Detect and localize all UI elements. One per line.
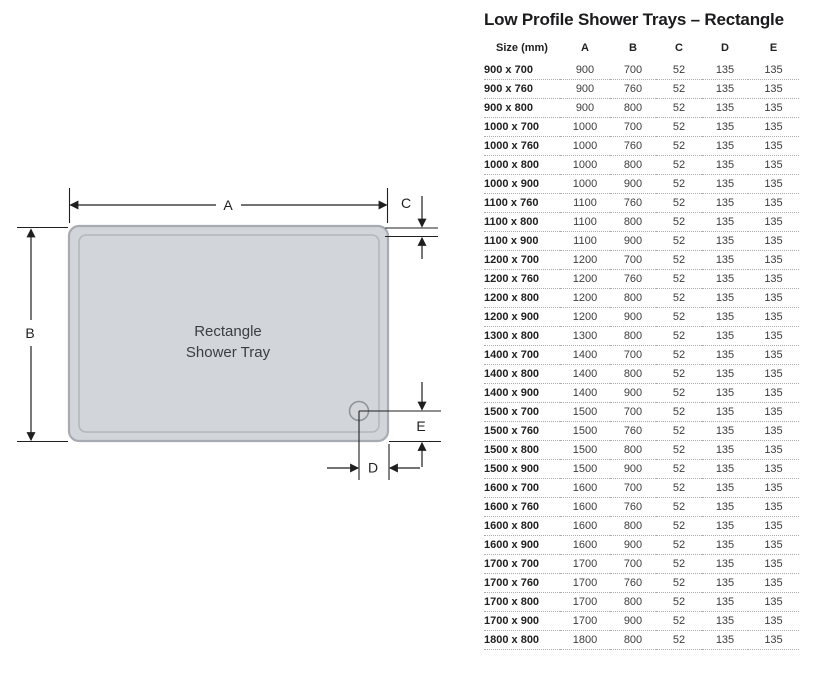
size-cell: 1200 x 700 bbox=[484, 251, 560, 270]
size-cell: 900 x 760 bbox=[484, 80, 560, 99]
c-cell: 52 bbox=[656, 631, 702, 650]
col-header-c: C bbox=[675, 42, 683, 54]
c-cell: 52 bbox=[656, 384, 702, 403]
size-cell: 900 x 700 bbox=[484, 61, 560, 80]
a-cell: 1200 bbox=[560, 251, 610, 270]
table-body bbox=[484, 61, 799, 650]
c-cell: 52 bbox=[656, 156, 702, 175]
c-cell: 52 bbox=[656, 574, 702, 593]
b-cell: 900 bbox=[610, 460, 656, 479]
a-cell: 900 bbox=[560, 61, 610, 80]
b-cell: 700 bbox=[610, 555, 656, 574]
size-cell: 1700 x 760 bbox=[484, 574, 560, 593]
e-cell: 135 bbox=[748, 327, 799, 346]
a-cell: 1500 bbox=[560, 422, 610, 441]
size-cell: 1500 x 760 bbox=[484, 422, 560, 441]
d-cell: 135 bbox=[702, 270, 748, 289]
e-cell: 135 bbox=[748, 175, 799, 194]
size-cell: 1400 x 800 bbox=[484, 365, 560, 384]
size-cell: 1200 x 800 bbox=[484, 289, 560, 308]
table-row bbox=[484, 327, 799, 346]
a-cell: 1200 bbox=[560, 289, 610, 308]
d-cell: 135 bbox=[702, 213, 748, 232]
b-cell: 760 bbox=[610, 80, 656, 99]
a-cell: 1600 bbox=[560, 536, 610, 555]
table-row bbox=[484, 517, 799, 536]
d-cell: 135 bbox=[702, 612, 748, 631]
col-header-b: B bbox=[629, 42, 637, 54]
b-cell: 700 bbox=[610, 118, 656, 137]
table-row bbox=[484, 175, 799, 194]
table-row bbox=[484, 80, 799, 99]
b-cell: 800 bbox=[610, 289, 656, 308]
dim-label-d: D bbox=[367, 459, 379, 476]
e-cell: 135 bbox=[748, 403, 799, 422]
size-cell: 1000 x 760 bbox=[484, 137, 560, 156]
size-cell: 1600 x 900 bbox=[484, 536, 560, 555]
dim-label-e: E bbox=[416, 418, 426, 434]
b-cell: 760 bbox=[610, 422, 656, 441]
e-cell: 135 bbox=[748, 270, 799, 289]
size-cell: 1800 x 800 bbox=[484, 631, 560, 650]
a-cell: 900 bbox=[560, 99, 610, 118]
size-cell: 1200 x 900 bbox=[484, 308, 560, 327]
c-cell: 52 bbox=[656, 365, 702, 384]
d-cell: 135 bbox=[702, 156, 748, 175]
table-row bbox=[484, 194, 799, 213]
c-cell: 52 bbox=[656, 232, 702, 251]
e-cell: 135 bbox=[748, 118, 799, 137]
c-cell: 52 bbox=[656, 137, 702, 156]
table-row bbox=[484, 232, 799, 251]
e-cell: 135 bbox=[748, 384, 799, 403]
e-cell: 135 bbox=[748, 555, 799, 574]
e-cell: 135 bbox=[748, 612, 799, 631]
table-row bbox=[484, 593, 799, 612]
size-cell: 1500 x 800 bbox=[484, 441, 560, 460]
c-cell: 52 bbox=[656, 327, 702, 346]
table-row bbox=[484, 156, 799, 175]
page-title: Low Profile Shower Trays – Rectangle bbox=[484, 10, 784, 29]
size-cell: 1600 x 760 bbox=[484, 498, 560, 517]
e-cell: 135 bbox=[748, 289, 799, 308]
d-cell: 135 bbox=[702, 327, 748, 346]
e-cell: 135 bbox=[748, 536, 799, 555]
b-cell: 900 bbox=[610, 308, 656, 327]
b-cell: 800 bbox=[610, 517, 656, 536]
c-cell: 52 bbox=[656, 441, 702, 460]
a-cell: 1200 bbox=[560, 270, 610, 289]
a-cell: 1700 bbox=[560, 555, 610, 574]
size-cell: 1500 x 700 bbox=[484, 403, 560, 422]
col-header-d: D bbox=[721, 42, 729, 54]
e-cell: 135 bbox=[748, 517, 799, 536]
b-cell: 800 bbox=[610, 441, 656, 460]
b-cell: 900 bbox=[610, 232, 656, 251]
a-cell: 1100 bbox=[560, 232, 610, 251]
c-cell: 52 bbox=[656, 99, 702, 118]
table-row bbox=[484, 479, 799, 498]
d-cell: 135 bbox=[702, 498, 748, 517]
c-cell: 52 bbox=[656, 555, 702, 574]
a-cell: 1100 bbox=[560, 213, 610, 232]
e-cell: 135 bbox=[748, 479, 799, 498]
d-cell: 135 bbox=[702, 308, 748, 327]
b-cell: 700 bbox=[610, 251, 656, 270]
a-cell: 1400 bbox=[560, 365, 610, 384]
d-cell: 135 bbox=[702, 346, 748, 365]
c-cell: 52 bbox=[656, 213, 702, 232]
d-cell: 135 bbox=[702, 593, 748, 612]
c-cell: 52 bbox=[656, 403, 702, 422]
c-cell: 52 bbox=[656, 289, 702, 308]
table-row bbox=[484, 498, 799, 517]
d-cell: 135 bbox=[702, 99, 748, 118]
table-row bbox=[484, 631, 799, 650]
d-cell: 135 bbox=[702, 384, 748, 403]
size-cell: 1500 x 900 bbox=[484, 460, 560, 479]
b-cell: 800 bbox=[610, 213, 656, 232]
d-cell: 135 bbox=[702, 365, 748, 384]
size-cell: 900 x 800 bbox=[484, 99, 560, 118]
a-cell: 1500 bbox=[560, 460, 610, 479]
size-cell: 1600 x 700 bbox=[484, 479, 560, 498]
size-cell: 1000 x 900 bbox=[484, 175, 560, 194]
size-cell: 1600 x 800 bbox=[484, 517, 560, 536]
b-cell: 900 bbox=[610, 175, 656, 194]
col-header-size: Size (mm) bbox=[496, 42, 548, 54]
a-cell: 1600 bbox=[560, 479, 610, 498]
size-cell: 1400 x 900 bbox=[484, 384, 560, 403]
e-cell: 135 bbox=[748, 422, 799, 441]
tray-label-line2: Shower Tray bbox=[185, 344, 271, 361]
d-cell: 135 bbox=[702, 479, 748, 498]
c-cell: 52 bbox=[656, 270, 702, 289]
table-row bbox=[484, 422, 799, 441]
table-row bbox=[484, 251, 799, 270]
d-cell: 135 bbox=[702, 631, 748, 650]
c-cell: 52 bbox=[656, 346, 702, 365]
table-row bbox=[484, 384, 799, 403]
b-cell: 800 bbox=[610, 631, 656, 650]
size-cell: 1700 x 800 bbox=[484, 593, 560, 612]
d-cell: 135 bbox=[702, 251, 748, 270]
size-cell: 1000 x 700 bbox=[484, 118, 560, 137]
size-cell: 1700 x 900 bbox=[484, 612, 560, 631]
tray-label-line1: Rectangle bbox=[194, 323, 262, 340]
b-cell: 760 bbox=[610, 498, 656, 517]
a-cell: 1100 bbox=[560, 194, 610, 213]
e-cell: 135 bbox=[748, 213, 799, 232]
col-header-e: E bbox=[769, 42, 778, 54]
d-cell: 135 bbox=[702, 118, 748, 137]
d-cell: 135 bbox=[702, 137, 748, 156]
c-cell: 52 bbox=[656, 194, 702, 213]
size-cell: 1100 x 900 bbox=[484, 232, 560, 251]
e-cell: 135 bbox=[748, 194, 799, 213]
d-cell: 135 bbox=[702, 175, 748, 194]
b-cell: 760 bbox=[610, 194, 656, 213]
a-cell: 1600 bbox=[560, 498, 610, 517]
e-cell: 135 bbox=[748, 99, 799, 118]
a-cell: 1500 bbox=[560, 441, 610, 460]
e-cell: 135 bbox=[748, 460, 799, 479]
d-cell: 135 bbox=[702, 555, 748, 574]
dim-label-b: B bbox=[25, 325, 35, 341]
a-cell: 1800 bbox=[560, 631, 610, 650]
a-cell: 1200 bbox=[560, 308, 610, 327]
a-cell: 1700 bbox=[560, 612, 610, 631]
dim-label-c: C bbox=[400, 195, 412, 211]
b-cell: 760 bbox=[610, 574, 656, 593]
a-cell: 1000 bbox=[560, 175, 610, 194]
e-cell: 135 bbox=[748, 631, 799, 650]
d-cell: 135 bbox=[702, 422, 748, 441]
spec-table-panel bbox=[484, 10, 799, 650]
b-cell: 800 bbox=[610, 327, 656, 346]
b-cell: 700 bbox=[610, 61, 656, 80]
e-cell: 135 bbox=[748, 61, 799, 80]
b-cell: 800 bbox=[610, 99, 656, 118]
e-cell: 135 bbox=[748, 137, 799, 156]
d-cell: 135 bbox=[702, 403, 748, 422]
e-cell: 135 bbox=[748, 574, 799, 593]
d-cell: 135 bbox=[702, 61, 748, 80]
size-cell: 1300 x 800 bbox=[484, 327, 560, 346]
b-cell: 800 bbox=[610, 593, 656, 612]
b-cell: 900 bbox=[610, 536, 656, 555]
a-cell: 1000 bbox=[560, 137, 610, 156]
dim-label-a: A bbox=[223, 197, 233, 213]
e-cell: 135 bbox=[748, 593, 799, 612]
table-row bbox=[484, 99, 799, 118]
d-cell: 135 bbox=[702, 536, 748, 555]
c-cell: 52 bbox=[656, 517, 702, 536]
table-row bbox=[484, 118, 799, 137]
d-cell: 135 bbox=[702, 80, 748, 99]
e-cell: 135 bbox=[748, 498, 799, 517]
a-cell: 1300 bbox=[560, 327, 610, 346]
size-spec-table bbox=[484, 38, 799, 650]
e-cell: 135 bbox=[748, 441, 799, 460]
c-cell: 52 bbox=[656, 175, 702, 194]
size-cell: 1700 x 700 bbox=[484, 555, 560, 574]
d-cell: 135 bbox=[702, 441, 748, 460]
a-cell: 1000 bbox=[560, 156, 610, 175]
e-cell: 135 bbox=[748, 251, 799, 270]
c-cell: 52 bbox=[656, 479, 702, 498]
d-cell: 135 bbox=[702, 289, 748, 308]
e-cell: 135 bbox=[748, 156, 799, 175]
size-cell: 1000 x 800 bbox=[484, 156, 560, 175]
table-row bbox=[484, 441, 799, 460]
table-row bbox=[484, 137, 799, 156]
c-cell: 52 bbox=[656, 422, 702, 441]
b-cell: 900 bbox=[610, 384, 656, 403]
col-header-a: A bbox=[581, 42, 589, 54]
table-row bbox=[484, 574, 799, 593]
c-cell: 52 bbox=[656, 593, 702, 612]
size-cell: 1400 x 700 bbox=[484, 346, 560, 365]
e-cell: 135 bbox=[748, 80, 799, 99]
a-cell: 900 bbox=[560, 80, 610, 99]
b-cell: 800 bbox=[610, 156, 656, 175]
b-cell: 700 bbox=[610, 346, 656, 365]
size-cell: 1100 x 760 bbox=[484, 194, 560, 213]
c-cell: 52 bbox=[656, 460, 702, 479]
table-row bbox=[484, 213, 799, 232]
b-cell: 800 bbox=[610, 365, 656, 384]
c-cell: 52 bbox=[656, 251, 702, 270]
c-cell: 52 bbox=[656, 498, 702, 517]
table-header-row bbox=[484, 38, 799, 61]
d-cell: 135 bbox=[702, 574, 748, 593]
c-cell: 52 bbox=[656, 80, 702, 99]
b-cell: 900 bbox=[610, 612, 656, 631]
table-row bbox=[484, 289, 799, 308]
e-cell: 135 bbox=[748, 308, 799, 327]
e-cell: 135 bbox=[748, 232, 799, 251]
table-row bbox=[484, 460, 799, 479]
size-cell: 1100 x 800 bbox=[484, 213, 560, 232]
table-row bbox=[484, 536, 799, 555]
table-row bbox=[484, 612, 799, 631]
table-row bbox=[484, 403, 799, 422]
d-cell: 135 bbox=[702, 232, 748, 251]
a-cell: 1700 bbox=[560, 574, 610, 593]
table-row bbox=[484, 365, 799, 384]
a-cell: 1000 bbox=[560, 118, 610, 137]
a-cell: 1700 bbox=[560, 593, 610, 612]
d-cell: 135 bbox=[702, 517, 748, 536]
e-cell: 135 bbox=[748, 346, 799, 365]
a-cell: 1600 bbox=[560, 517, 610, 536]
e-cell: 135 bbox=[748, 365, 799, 384]
table-row bbox=[484, 308, 799, 327]
c-cell: 52 bbox=[656, 61, 702, 80]
table-row bbox=[484, 61, 799, 80]
size-cell: 1200 x 760 bbox=[484, 270, 560, 289]
a-cell: 1500 bbox=[560, 403, 610, 422]
b-cell: 760 bbox=[610, 270, 656, 289]
table-row bbox=[484, 555, 799, 574]
a-cell: 1400 bbox=[560, 346, 610, 365]
a-cell: 1400 bbox=[560, 384, 610, 403]
c-cell: 52 bbox=[656, 612, 702, 631]
b-cell: 700 bbox=[610, 403, 656, 422]
b-cell: 760 bbox=[610, 137, 656, 156]
b-cell: 700 bbox=[610, 479, 656, 498]
table-row bbox=[484, 346, 799, 365]
d-cell: 135 bbox=[702, 194, 748, 213]
d-cell: 135 bbox=[702, 460, 748, 479]
c-cell: 52 bbox=[656, 308, 702, 327]
table-row bbox=[484, 270, 799, 289]
c-cell: 52 bbox=[656, 536, 702, 555]
c-cell: 52 bbox=[656, 118, 702, 137]
